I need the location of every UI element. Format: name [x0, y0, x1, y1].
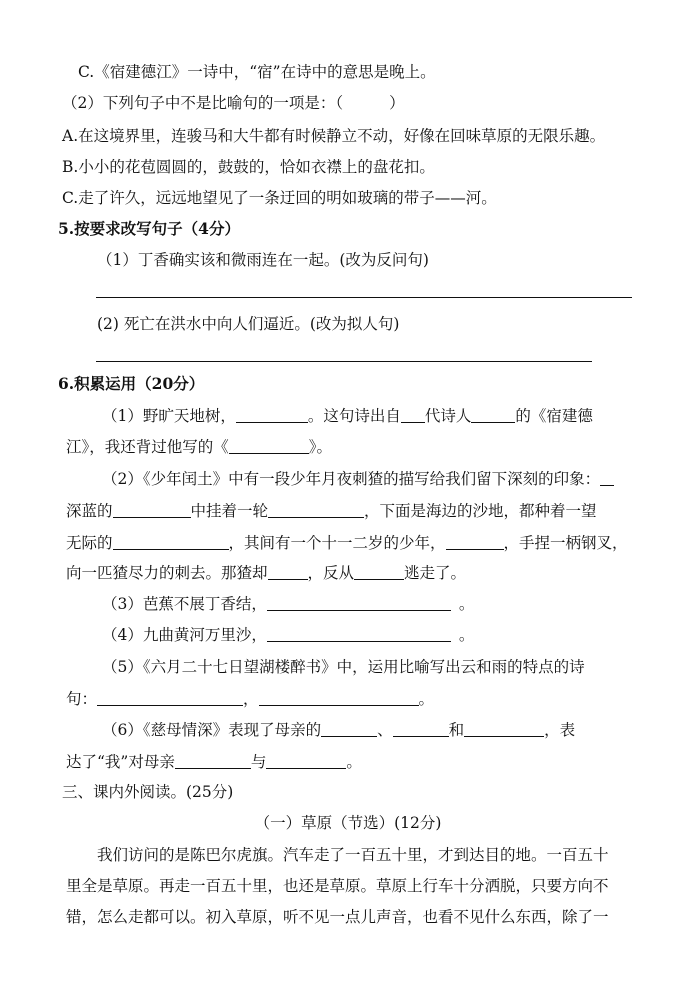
blank[interactable]	[600, 470, 614, 486]
blank[interactable]	[175, 753, 251, 769]
q4-option-c: C.走了许久，远远地望见了一条迂回的明如玻璃的带子——河。	[62, 189, 497, 207]
q5-answer-line-2[interactable]	[96, 361, 592, 362]
q6-item-6-line-1: （6）《慈母情深》表现了母亲的 、 和 ，表	[102, 721, 576, 739]
q4-sub2-question: （2）下列句子中不是比喻句的一项是：（ ）	[62, 94, 405, 112]
q5-item-1: （1）丁香确实该和微雨连在一起。(改为反问句)	[97, 251, 429, 269]
q6-item-1-line-2: 江》，我还背过他写的《 》。	[66, 438, 333, 456]
blank[interactable]	[393, 721, 449, 737]
blank[interactable]	[266, 753, 346, 769]
blank[interactable]	[401, 407, 425, 423]
q6-item-2-line-2: 深蓝的 中挂着一轮 ，下面是海边的沙地，都种着一望	[66, 502, 597, 520]
blank[interactable]	[354, 564, 404, 580]
q4-option-c-previous: C.《宿建德江》一诗中，“宿”在诗中的意思是晚上。	[78, 63, 436, 81]
q6-item-2-line-1: （2）《少年闰土》中有一段少年月夜刺猹的描写给我们留下深刻的印象：	[102, 468, 614, 490]
blank[interactable]	[464, 721, 544, 737]
q6-item-3: （3）芭蕉不展丁香结， 。	[102, 595, 475, 613]
blank[interactable]	[446, 534, 504, 550]
q5-answer-line-1[interactable]	[96, 297, 632, 298]
q6-item-1-line-1: （1）野旷天地树， 。这句诗出自 代诗人 的《宿建德	[102, 407, 593, 425]
q4-option-a: A.在这境界里，连骏马和大牛都有时候静立不动，好像在回味草原的无限乐趣。	[62, 127, 606, 145]
q6-item-2-line-4: 向一匹猹尽力的刺去。那猹却 ，反从 逃走了。	[66, 564, 467, 582]
blank[interactable]	[113, 534, 229, 550]
blank[interactable]	[267, 626, 451, 642]
q6-item-5-line-2: 句： ， 。	[66, 690, 435, 708]
blank[interactable]	[268, 502, 364, 518]
q4-option-b: B.小小的花苞圆圆的，鼓鼓的，恰如衣襟上的盘花扣。	[62, 158, 435, 176]
q6-item-5-line-1: （5）《六月二十七日望湖楼醉书》中，运用比喻写出云和雨的特点的诗	[102, 658, 585, 676]
passage-line-3: 错，怎么走都可以。初入草原，听不见一点儿声音，也看不见什么东西，除了一	[66, 908, 609, 926]
blank[interactable]	[113, 502, 191, 518]
q5-heading: 5.按要求改写句子（4分）	[58, 219, 240, 238]
blank[interactable]	[236, 407, 308, 423]
blank[interactable]	[229, 438, 309, 454]
q6-heading: 6.积累运用（20分）	[58, 374, 205, 393]
blank[interactable]	[471, 407, 515, 423]
blank[interactable]	[268, 564, 308, 580]
blank[interactable]	[259, 690, 419, 706]
blank[interactable]	[267, 595, 451, 611]
q5-item-2: (2) 死亡在洪水中向人们逼近。(改为拟人句)	[97, 315, 400, 333]
passage-line-1: 我们访问的是陈巴尔虎旗。汽车走了一百五十里，才到达目的地。一百五十	[97, 846, 609, 864]
q6-item-2-line-3: 无际的 ，其间有一个十一二岁的少年， ，手捏一柄钢叉，	[66, 534, 628, 552]
blank[interactable]	[97, 690, 243, 706]
passage-line-2: 里全是草原。再走一百五十里，也还是草原。草原上行车十分洒脱，只要方向不	[66, 877, 609, 895]
section-3-heading: 三、课内外阅读。(25分)	[62, 783, 234, 801]
q6-item-4: （4）九曲黄河万里沙， 。	[102, 626, 475, 644]
blank[interactable]	[321, 721, 377, 737]
q6-item-6-line-2: 达了“我”对母亲 与 。	[66, 753, 362, 771]
passage-title: （一）草原（节选）(12分)	[254, 814, 442, 832]
